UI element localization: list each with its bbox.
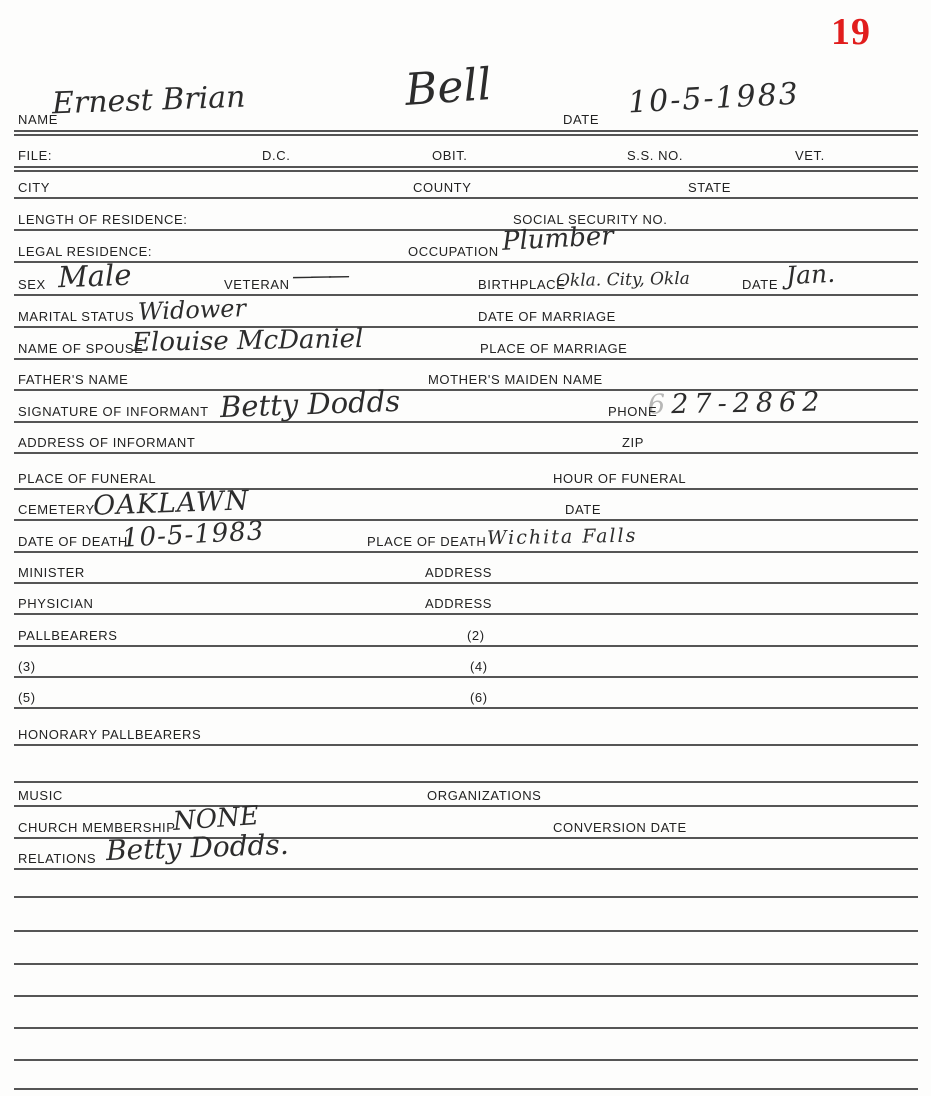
- signature-of-informant-field-value: Betty Dodds: [219, 383, 401, 425]
- physician-field-label: PHYSICIAN: [18, 596, 94, 611]
- date-field-label: DATE: [563, 112, 600, 127]
- birthplace-field-label: BIRTHPLACE: [478, 277, 566, 292]
- birth-date-field-label: DATE: [742, 277, 779, 292]
- veteran-field-label: VETERAN: [224, 277, 290, 292]
- phone-faint-digit: 6: [647, 389, 672, 421]
- pallbearer-4-field-label: (4): [470, 659, 488, 674]
- conversion-date-field-label: CONVERSION DATE: [553, 820, 687, 835]
- rule-line: [14, 896, 918, 898]
- minister-address-field-label: ADDRESS: [425, 565, 493, 580]
- signature-of-informant-field-label: SIGNATURE OF INFORMANT: [18, 404, 209, 419]
- vet-field-label: VET.: [795, 148, 825, 163]
- marital-status-field-value: Widower: [137, 294, 247, 326]
- music-field-label: MUSIC: [18, 788, 63, 803]
- date-of-death-field-label: DATE OF DEATH: [18, 534, 128, 549]
- surname-field-value: Bell: [403, 59, 494, 116]
- obit-field-label: OBIT.: [432, 148, 468, 163]
- rule-line: [14, 613, 918, 615]
- sex-field-label: SEX: [18, 277, 46, 292]
- rule-line: [14, 707, 918, 709]
- social-security-no-field-label: SOCIAL SECURITY NO.: [513, 212, 668, 227]
- pallbearer-2-field-label: (2): [467, 628, 485, 643]
- length-of-residence-field-label: LENGTH OF RESIDENCE:: [18, 212, 188, 227]
- rule-line: [14, 805, 918, 807]
- sex-field-value: Male: [57, 257, 132, 295]
- pallbearer-6-field-label: (6): [470, 690, 488, 705]
- veteran-field-value: ———: [291, 263, 347, 290]
- rule-line: [14, 1088, 918, 1090]
- rule-line: [14, 1027, 918, 1029]
- page-number: 19: [831, 11, 871, 53]
- state-field-label: STATE: [688, 180, 731, 195]
- occupation-field-label: OCCUPATION: [408, 244, 499, 259]
- rule-line: [14, 358, 918, 360]
- place-of-death-field-value: Wichita Falls: [486, 524, 638, 550]
- rule-line: [14, 868, 918, 870]
- pallbearer-3-field-label: (3): [18, 659, 36, 674]
- address-of-informant-field-label: ADDRESS OF INFORMANT: [18, 435, 196, 450]
- relations-field-value: Betty Dodds.: [105, 827, 290, 868]
- church-membership-field-value: NONE: [172, 801, 260, 837]
- mothers-maiden-name-field-label: MOTHER'S MAIDEN NAME: [428, 372, 603, 387]
- rule-line: [14, 963, 918, 965]
- fathers-name-field-label: FATHER'S NAME: [18, 372, 129, 387]
- organizations-field-label: ORGANIZATIONS: [427, 788, 542, 803]
- rule-line: [14, 1059, 918, 1061]
- hour-of-funeral-field-label: HOUR OF FUNERAL: [553, 471, 687, 486]
- pallbearers-field-label: PALLBEARERS: [18, 628, 118, 643]
- phone-field-value: [647, 386, 826, 421]
- physician-address-field-label: ADDRESS: [425, 596, 493, 611]
- rule-line: [14, 582, 918, 584]
- rule-line: [14, 781, 918, 783]
- rule-line: [14, 421, 918, 423]
- name-field-label: NAME: [18, 112, 58, 127]
- church-membership-field-label: CHURCH MEMBERSHIP: [18, 820, 176, 835]
- rule-line: [14, 166, 918, 168]
- pallbearer-5-field-label: (5): [18, 690, 36, 705]
- date-of-death-field-value: 10-5-1983: [121, 516, 266, 554]
- file-field-label: FILE:: [18, 148, 53, 163]
- cemetery-date-field-label: DATE: [565, 502, 602, 517]
- phone-field-label: PHONE: [608, 404, 658, 419]
- phone-main-digits: 27-2862: [670, 386, 826, 421]
- rule-line: [14, 676, 918, 678]
- ssno-field-label: S.S. NO.: [627, 148, 684, 163]
- date-field-value: 10-5-1983: [627, 76, 801, 121]
- zip-field-label: ZIP: [622, 435, 645, 450]
- honorary-pallbearers-field-label: HONORARY PALLBEARERS: [18, 727, 202, 742]
- rule-line: [14, 197, 918, 199]
- rule-line: [14, 294, 918, 296]
- rule-line: [14, 995, 918, 997]
- rule-line: [14, 130, 918, 132]
- county-field-label: COUNTY: [413, 180, 472, 195]
- rule-line: [14, 930, 918, 932]
- rule-line: [14, 645, 918, 647]
- rule-line: [14, 261, 918, 263]
- relations-field-label: RELATIONS: [18, 851, 97, 866]
- place-of-marriage-field-label: PLACE OF MARRIAGE: [480, 341, 628, 356]
- legal-residence-field-label: LEGAL RESIDENCE:: [18, 244, 153, 259]
- date-of-marriage-field-label: DATE OF MARRIAGE: [478, 309, 616, 324]
- rule-line: [14, 452, 918, 454]
- rule-line: [14, 229, 918, 231]
- dc-field-label: D.C.: [262, 148, 291, 163]
- birth-date-field-value: Jan.: [785, 258, 836, 291]
- marital-status-field-label: MARITAL STATUS: [18, 309, 135, 324]
- rule-line: [14, 744, 918, 746]
- cemetery-field-value: OAKLAWN: [92, 485, 251, 522]
- cemetery-field-label: CEMETERY: [18, 502, 95, 517]
- name-of-spouse-field-label: NAME OF SPOUSE: [18, 341, 144, 356]
- name-of-spouse-field-value: Elouise McDaniel: [131, 323, 364, 359]
- name-field-value: Ernest Brian: [51, 79, 247, 122]
- city-field-label: CITY: [18, 180, 51, 195]
- place-of-death-field-label: PLACE OF DEATH: [367, 534, 487, 549]
- occupation-field-value: Plumber: [501, 221, 615, 257]
- minister-field-label: MINISTER: [18, 565, 85, 580]
- birthplace-field-value: Okla. City, Okla: [555, 268, 691, 292]
- place-of-funeral-field-label: PLACE OF FUNERAL: [18, 471, 157, 486]
